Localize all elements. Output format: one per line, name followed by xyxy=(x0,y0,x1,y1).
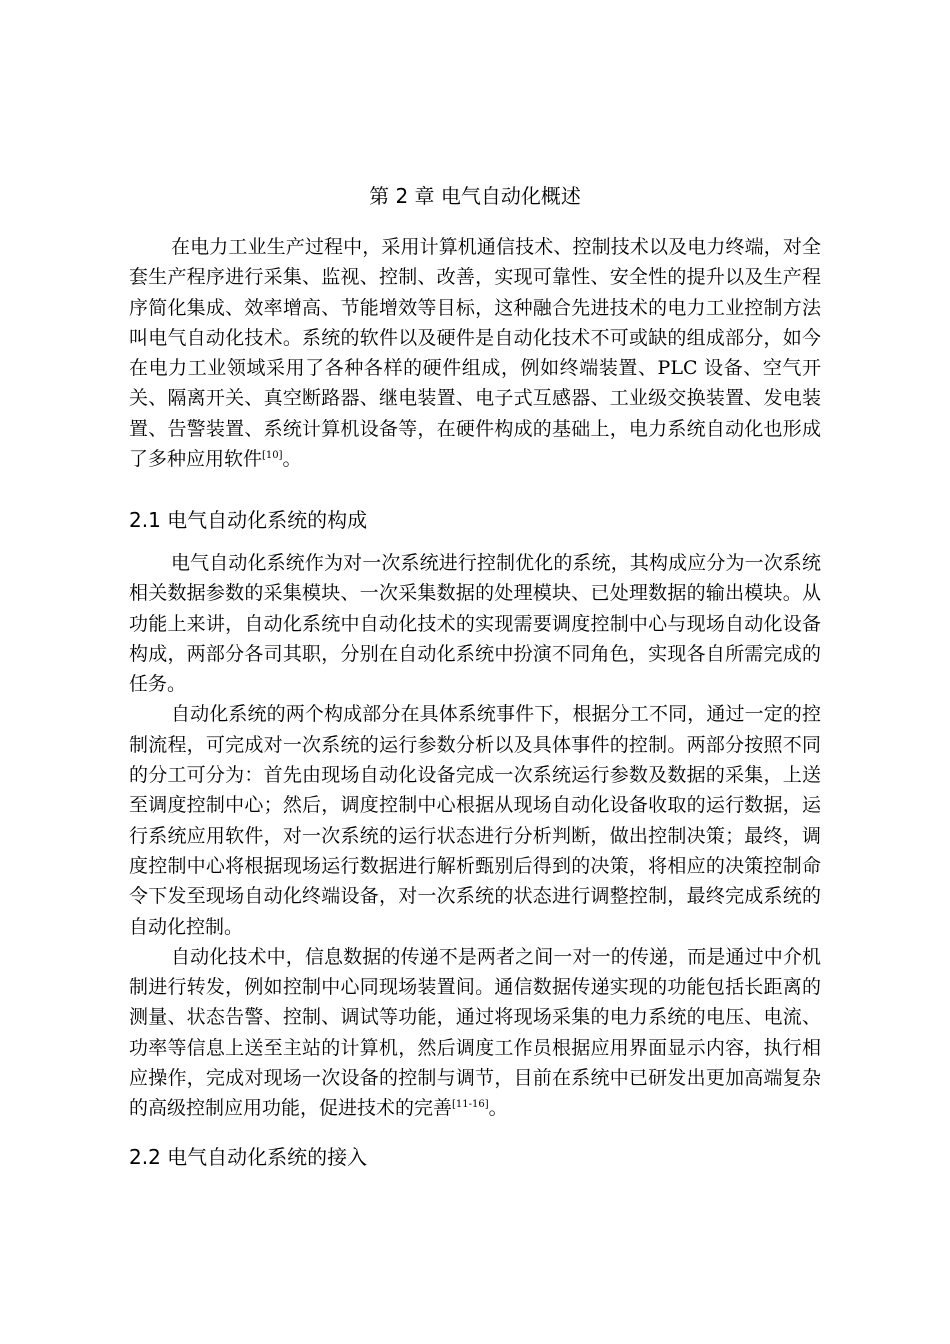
intro-section xyxy=(129,232,821,474)
chapter-title: 第 2 章 电气自动化概述 xyxy=(369,184,581,208)
section-2-1-paragraph-3-end: 。 xyxy=(488,1097,508,1120)
citation-marker: [11-16] xyxy=(452,1099,489,1111)
intro-paragraph-text: 在电力工业生产过程中，采用计算机通信技术、控制技术以及电力终端，对全套生产程序进行采集、监视、控制、改善，实现可靠性、安全性的提升以及生产程序简化集成、效率增高、节能增效等目标，这种融合先进技术的电力工业控制方法叫电气自动化技术。系统的软件以及硬件是自动化技术不可或缺的组成部分，如今在电力工业领域采用了各种各样的硬件组成，例如终端装置、PLC 设备、空气开关、隔离开关、真空断路器、继电装置、电子式互感器、工业级交换装置、发电装置、告警装置、系统计算机设备等，在硬件构成的基础上，电力系统自动化也形成了多种应用软件 xyxy=(129,236,821,471)
section-2-1-paragraph-3 xyxy=(129,942,821,1124)
section-heading-2-2: 2.2 电气自动化系统的接入 xyxy=(129,1145,368,1169)
intro-paragraph xyxy=(129,232,821,474)
section-2-1-paragraph-1: 电气自动化系统作为对一次系统进行控制优化的系统，其构成应分为一次系统相关数据参数的采集模块、一次采集数据的处理模块、已处理数据的输出模块。从功能上来讲，自动化系统中自动化技术的实现需要调度控制中心与现场自动化设备构成，两部分各司其职，分别在自动化系统中扮演不同角色，实现各自所需完成的任务。 xyxy=(129,552,821,696)
section-2-1-body xyxy=(129,548,821,1124)
citation-marker: [10] xyxy=(262,450,283,462)
intro-paragraph-end: 。 xyxy=(282,448,302,471)
section-2-1-paragraph-2: 自动化系统的两个构成部分在具体系统事件下，根据分工不同，通过一定的控制流程，可完成对一次系统的运行参数分析以及具体事件的控制。两部分按照不同的分工可分为：首先由现场自动化设备完成一次系统运行参数及数据的采集，上送至调度控制中心；然后，调度控制中心根据从现场自动化设备收取的运行数据，运行系统应用软件，对一次系统的运行状态进行分析判断，做出控制决策；最终，调度控制中心将根据现场运行数据进行解析甄别后得到的决策，将相应的决策控制命令下发至现场自动化终端设备，对一次系统的状态进行调整控制，最终完成系统的自动化控制。 xyxy=(129,703,821,938)
section-heading-2-1: 2.1 电气自动化系统的构成 xyxy=(129,508,368,532)
section-2-1-paragraph-3-text: 自动化技术中，信息数据的传递不是两者之间一对一的传递，而是通过中介机制进行转发，例如控制中心同现场装置间。通信数据传递实现的功能包括长距离的测量、状态告警、控制、调试等功能，通过将现场采集的电力系统的电压、电流、功率等信息上送至主站的计算机，然后调度工作员根据应用界面显示内容，执行相应操作，完成对现场一次设备的控制与调节，目前在系统中已研发出更加高端复杂的高级控制应用功能，促进技术的完善 xyxy=(129,945,821,1120)
